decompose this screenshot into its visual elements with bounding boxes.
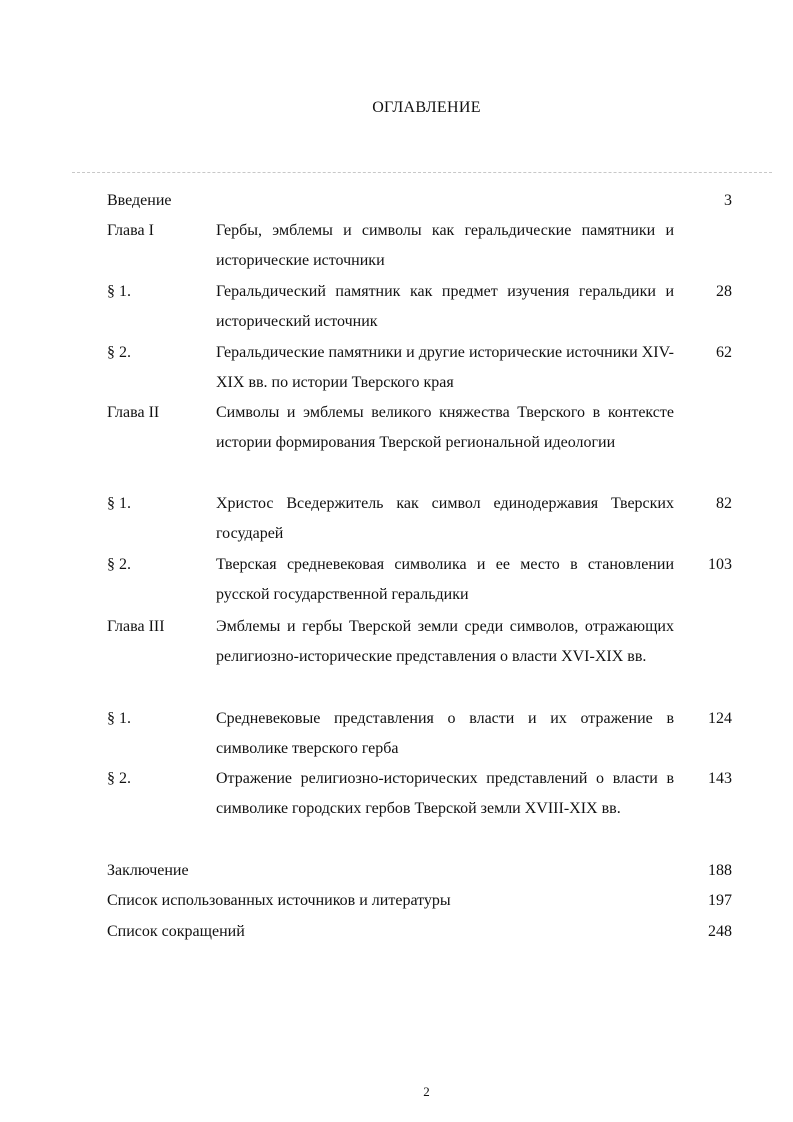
toc-entry-title: Гербы, эмблемы и символы как геральдические памятники и исторические источники bbox=[216, 222, 674, 269]
toc-entry-label: § 1. bbox=[107, 710, 131, 727]
toc-entry-title: Эмблемы и гербы Тверской земли среди символов, отражающих религиозно-исторические представления о власти XVI-XIX вв. bbox=[216, 618, 674, 665]
toc-entry-label: Заключение bbox=[107, 862, 189, 879]
toc-entry-page: 124 bbox=[708, 710, 732, 727]
toc-entry-title: Геральдические памятники и другие исторические источники XIV-XIX вв. по истории Тверского края bbox=[216, 344, 674, 391]
toc-entry-label: Глава II bbox=[107, 404, 160, 421]
toc-entry-title: Символы и эмблемы великого княжества Тверского в контексте истории формирования Тверской региональной идеологии bbox=[216, 404, 674, 451]
toc-entry-title: Отражение религиозно-исторических представлений о власти в символике городских гербов Тверской земли XVIII-XIX вв. bbox=[216, 770, 674, 817]
toc-entry-page: 197 bbox=[708, 892, 732, 909]
toc-entry-page: 28 bbox=[716, 283, 732, 300]
toc-entry-label: § 2. bbox=[107, 770, 131, 787]
toc-entry-title: Христос Вседержитель как символ единодержавия Тверских государей bbox=[216, 495, 674, 542]
toc-entry-page: 62 bbox=[716, 344, 732, 361]
toc-entry-title: Тверская средневековая символика и ее место в становлении русской государственной геральдики bbox=[216, 556, 674, 603]
toc-entry-label: Список сокращений bbox=[107, 923, 245, 940]
toc-entry-label: § 1. bbox=[107, 495, 131, 512]
toc-entry-label: Глава III bbox=[107, 618, 165, 635]
toc-entry-label: § 2. bbox=[107, 344, 131, 361]
toc-entry-page: 143 bbox=[708, 770, 732, 787]
toc-entry-label: Введение bbox=[107, 192, 172, 209]
toc-entry-page: 103 bbox=[708, 556, 732, 573]
toc-entry-label: Глава I bbox=[107, 222, 154, 239]
toc-entry-title: Средневековые представления о власти и их отражение в символике тверского герба bbox=[216, 710, 674, 757]
toc-entry-page: 82 bbox=[716, 495, 732, 512]
toc-entry-label: § 1. bbox=[107, 283, 131, 300]
page-number: 2 bbox=[423, 1084, 430, 1099]
toc-entry-page: 3 bbox=[724, 192, 732, 209]
toc-entry-label: Список использованных источников и литературы bbox=[107, 892, 451, 909]
toc-entry-page: 188 bbox=[708, 862, 732, 879]
toc-entry-label: § 2. bbox=[107, 556, 131, 573]
page-title: ОГЛАВЛЕНИЕ bbox=[372, 99, 481, 116]
toc-entry-title: Геральдический памятник как предмет изучения геральдики и исторический источник bbox=[216, 283, 674, 330]
toc-entry-page: 248 bbox=[708, 923, 732, 940]
